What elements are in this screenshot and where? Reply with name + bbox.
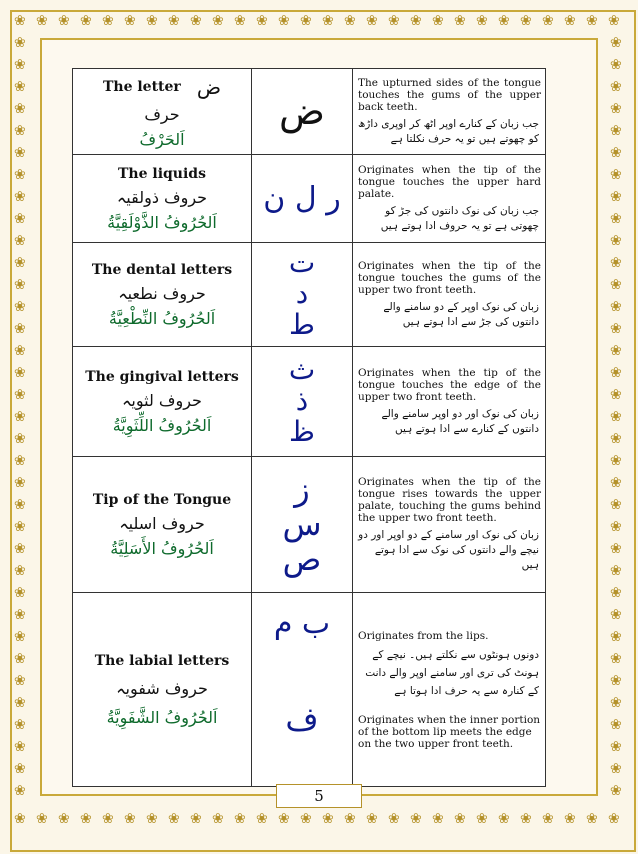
floral-motif-icon: ❀ xyxy=(610,321,622,337)
floral-motif-icon: ❀ xyxy=(410,13,422,29)
letter-1: ث xyxy=(288,353,316,387)
english-name: The letter xyxy=(102,78,181,95)
floral-motif-icon: ❀ xyxy=(610,145,622,161)
floral-motif-icon: ❀ xyxy=(14,57,26,73)
letter-3: ط xyxy=(289,307,315,341)
description-urdu: جب زبان کے کنارے اوپر اٹھ کر اوپری داڑھ کو چھوتے ہیں تو یہ حرف نکلتا ہے xyxy=(357,117,539,145)
floral-motif-icon: ❀ xyxy=(610,519,622,535)
urdu-name: حروف اسلیہ xyxy=(119,513,205,533)
name-cell xyxy=(73,593,252,787)
floral-motif-icon: ❀ xyxy=(14,365,26,381)
letter-cell xyxy=(252,69,353,155)
floral-motif-icon: ❀ xyxy=(610,629,622,645)
floral-motif-icon: ❀ xyxy=(610,739,622,755)
table-row xyxy=(73,593,546,787)
small-letter: ض xyxy=(196,74,221,99)
english-name: The gingival letters xyxy=(85,368,239,385)
floral-motif-icon: ❀ xyxy=(610,717,622,733)
floral-motif-icon: ❀ xyxy=(14,563,26,579)
floral-motif-icon: ❀ xyxy=(124,811,136,827)
letter-cell xyxy=(252,155,353,243)
floral-motif-icon: ❀ xyxy=(610,365,622,381)
arabic-name: اَلحُرُوفُ النِّطْعِيَّةُ xyxy=(108,308,216,328)
urdu-name: حروف لثویہ xyxy=(122,390,202,410)
floral-motif-icon: ❀ xyxy=(80,13,92,29)
floral-motif-icon: ❀ xyxy=(168,811,180,827)
description-urdu: زبان کی نوک اوپر کے دو سامنے والے دانتوں کی جڑ سے ادا ہوتے ہیں xyxy=(383,300,539,328)
floral-motif-icon: ❀ xyxy=(610,453,622,469)
name-cell xyxy=(73,243,252,347)
floral-motif-icon: ❀ xyxy=(432,13,444,29)
urdu-name: حرف xyxy=(144,104,180,124)
name-cell xyxy=(73,155,252,243)
floral-motif-icon: ❀ xyxy=(256,811,268,827)
floral-motif-icon: ❀ xyxy=(14,761,26,777)
description-urdu: دونوں ہونٹوں سے نکلتے ہیں۔ نیچے کے ہونٹ کی تری اور سامنے اوپر والے دانت کے کنارہ سے یہ حرف ادا ہوتا ہے xyxy=(365,649,539,697)
floral-motif-icon: ❀ xyxy=(14,695,26,711)
floral-motif-icon: ❀ xyxy=(542,811,554,827)
floral-motif-icon: ❀ xyxy=(344,811,356,827)
description-cell xyxy=(353,155,546,243)
name-cell xyxy=(73,347,252,457)
floral-motif-icon: ❀ xyxy=(586,13,598,29)
floral-motif-icon: ❀ xyxy=(610,79,622,95)
urdu-name: حروف ذولقیہ xyxy=(116,187,208,207)
floral-motif-icon: ❀ xyxy=(234,811,246,827)
floral-motif-icon: ❀ xyxy=(322,13,334,29)
floral-motif-icon: ❀ xyxy=(610,761,622,777)
floral-motif-icon: ❀ xyxy=(610,585,622,601)
floral-motif-icon: ❀ xyxy=(608,811,620,827)
floral-motif-icon: ❀ xyxy=(610,123,622,139)
letters: ر ل ن xyxy=(263,181,341,216)
letter-bottom: ف xyxy=(285,700,319,738)
floral-motif-icon: ❀ xyxy=(610,563,622,579)
floral-motif-icon: ❀ xyxy=(586,811,598,827)
floral-motif-icon: ❀ xyxy=(190,13,202,29)
description-cell xyxy=(353,593,546,787)
floral-motif-icon: ❀ xyxy=(300,811,312,827)
description-urdu: جب زبان کی نوک دانتوں کی جڑ کو چھوتی ہے تو یہ حروف ادا ہوتے ہیں xyxy=(380,204,539,232)
floral-motif-icon: ❀ xyxy=(610,695,622,711)
floral-motif-icon: ❀ xyxy=(14,651,26,667)
urdu-name: حروف شفویہ xyxy=(116,678,208,698)
arabic-name: اَلحَرْفُ xyxy=(139,129,185,149)
floral-motif-icon: ❀ xyxy=(80,811,92,827)
floral-motif-icon: ❀ xyxy=(610,431,622,447)
floral-motif-icon: ❀ xyxy=(608,13,620,29)
letter-2: ذ xyxy=(295,384,309,418)
floral-motif-icon: ❀ xyxy=(610,651,622,667)
floral-motif-icon: ❀ xyxy=(610,409,622,425)
letters-table xyxy=(72,68,546,787)
arabic-name: اَلحُرُوفُ الذَّوْلَقِيَّةُ xyxy=(107,212,217,232)
floral-motif-icon: ❀ xyxy=(14,431,26,447)
letter-3: ظ xyxy=(289,414,315,448)
floral-motif-icon: ❀ xyxy=(322,811,334,827)
floral-motif-icon: ❀ xyxy=(278,13,290,29)
arabic-name: اَلحُرُوفُ الشَّفَوِيَّةُ xyxy=(106,707,218,727)
floral-motif-icon: ❀ xyxy=(14,343,26,359)
letter-cell xyxy=(252,347,353,457)
description-urdu: زبان کی نوک اور سامنے کے دو اوپر اور دو نیچے والے دانتوں کی نوک سے ادا ہوتے ہیں xyxy=(358,529,539,571)
floral-motif-icon: ❀ xyxy=(410,811,422,827)
letters-top: ب م xyxy=(273,606,331,641)
floral-motif-icon: ❀ xyxy=(36,811,48,827)
floral-motif-icon: ❀ xyxy=(610,101,622,117)
description-cell xyxy=(353,243,546,347)
floral-motif-icon: ❀ xyxy=(146,811,158,827)
english-name: The labial letters xyxy=(94,652,230,669)
letter-cell xyxy=(252,243,353,347)
floral-motif-icon: ❀ xyxy=(388,811,400,827)
floral-motif-icon: ❀ xyxy=(454,811,466,827)
page-number: 5 xyxy=(276,784,362,808)
english-name: Tip of the Tongue xyxy=(92,491,232,508)
floral-motif-icon: ❀ xyxy=(212,13,224,29)
description-cell xyxy=(353,457,546,593)
floral-motif-icon: ❀ xyxy=(14,585,26,601)
floral-motif-icon: ❀ xyxy=(454,13,466,29)
floral-motif-icon: ❀ xyxy=(388,13,400,29)
english-name: The liquids xyxy=(118,165,206,182)
floral-motif-icon: ❀ xyxy=(432,811,444,827)
floral-motif-icon: ❀ xyxy=(102,811,114,827)
floral-motif-icon: ❀ xyxy=(476,811,488,827)
arabic-name: اَلحُرُوفُ اللِّثَوِيَّةُ xyxy=(112,415,212,435)
letter-2: د xyxy=(295,277,309,311)
floral-motif-icon: ❀ xyxy=(146,13,158,29)
description-english: Originates when the tip of the tongue touches the edge of the upper two front teeth. xyxy=(358,366,541,403)
floral-motif-icon: ❀ xyxy=(520,13,532,29)
floral-motif-icon: ❀ xyxy=(610,673,622,689)
description-urdu: زبان کی نوک اور دو اوپر سامنے والے دانتوں کے کنارے سے ادا ہوتے ہیں xyxy=(381,407,539,435)
floral-motif-icon: ❀ xyxy=(14,299,26,315)
floral-motif-icon: ❀ xyxy=(212,811,224,827)
floral-motif-icon: ❀ xyxy=(256,13,268,29)
floral-motif-icon: ❀ xyxy=(564,811,576,827)
table-row xyxy=(73,347,546,457)
floral-motif-icon: ❀ xyxy=(168,13,180,29)
floral-motif-icon: ❀ xyxy=(610,541,622,557)
floral-motif-icon: ❀ xyxy=(498,13,510,29)
floral-motif-icon: ❀ xyxy=(542,13,554,29)
description-english: Originates when the tip of the tongue rises towards the upper palate, touching the gums behind the upper two front teeth. xyxy=(358,476,541,524)
floral-motif-icon: ❀ xyxy=(366,811,378,827)
floral-motif-icon: ❀ xyxy=(520,811,532,827)
floral-motif-icon: ❀ xyxy=(610,233,622,249)
floral-motif-icon: ❀ xyxy=(14,35,26,51)
floral-motif-icon: ❀ xyxy=(36,13,48,29)
floral-motif-icon: ❀ xyxy=(14,519,26,535)
floral-motif-icon: ❀ xyxy=(278,811,290,827)
name-cell xyxy=(73,69,252,155)
floral-motif-icon: ❀ xyxy=(610,211,622,227)
floral-motif-icon: ❀ xyxy=(564,13,576,29)
floral-motif-icon: ❀ xyxy=(14,475,26,491)
floral-motif-icon: ❀ xyxy=(14,739,26,755)
floral-motif-icon: ❀ xyxy=(14,13,26,29)
floral-motif-icon: ❀ xyxy=(610,497,622,513)
description-english: Originates from the lips. xyxy=(358,630,489,642)
floral-motif-icon: ❀ xyxy=(14,607,26,623)
description-english: The upturned sides of the tongue touches the gums of the upper back teeth. xyxy=(358,76,541,113)
letter-cell xyxy=(252,593,353,787)
floral-motif-icon: ❀ xyxy=(610,277,622,293)
floral-motif-icon: ❀ xyxy=(14,145,26,161)
floral-motif-icon: ❀ xyxy=(610,387,622,403)
floral-motif-icon: ❀ xyxy=(610,783,622,799)
floral-motif-icon: ❀ xyxy=(300,13,312,29)
floral-motif-icon: ❀ xyxy=(366,13,378,29)
floral-motif-icon: ❀ xyxy=(610,607,622,623)
floral-motif-icon: ❀ xyxy=(14,783,26,799)
floral-motif-icon: ❀ xyxy=(58,13,70,29)
letter-cell xyxy=(252,457,353,593)
floral-motif-icon: ❀ xyxy=(14,387,26,403)
letter-1: ز xyxy=(294,469,310,508)
floral-motif-icon: ❀ xyxy=(14,101,26,117)
floral-motif-icon: ❀ xyxy=(14,673,26,689)
table-row xyxy=(73,243,546,347)
urdu-name: حروف نطعیہ xyxy=(118,283,206,303)
description-english: Originates when the tip of the tongue touches the gums of the upper two front teeth. xyxy=(358,259,541,296)
floral-motif-icon: ❀ xyxy=(14,541,26,557)
floral-motif-icon: ❀ xyxy=(14,189,26,205)
floral-motif-icon: ❀ xyxy=(498,811,510,827)
description-cell xyxy=(353,347,546,457)
letter-2: س xyxy=(282,504,322,543)
arabic-name: اَلحُرُوفُ الأَسَلِيَّةُ xyxy=(110,538,214,558)
floral-motif-icon: ❀ xyxy=(14,497,26,513)
letters: ض xyxy=(279,88,325,133)
floral-motif-icon: ❀ xyxy=(14,255,26,271)
floral-motif-icon: ❀ xyxy=(610,255,622,271)
floral-motif-icon: ❀ xyxy=(610,299,622,315)
floral-motif-icon: ❀ xyxy=(476,13,488,29)
description-english: Originates when the tip of the tongue touches the upper hard palate. xyxy=(358,163,541,200)
floral-motif-icon: ❀ xyxy=(14,811,26,827)
floral-motif-icon: ❀ xyxy=(124,13,136,29)
description-cell xyxy=(353,69,546,155)
floral-motif-icon: ❀ xyxy=(58,811,70,827)
floral-motif-icon: ❀ xyxy=(14,321,26,337)
floral-motif-icon: ❀ xyxy=(610,475,622,491)
floral-motif-icon: ❀ xyxy=(190,811,202,827)
floral-motif-icon: ❀ xyxy=(14,123,26,139)
floral-motif-icon: ❀ xyxy=(14,79,26,95)
floral-motif-icon: ❀ xyxy=(14,167,26,183)
floral-motif-icon: ❀ xyxy=(610,343,622,359)
table-row xyxy=(73,457,546,593)
floral-motif-icon: ❀ xyxy=(14,453,26,469)
floral-motif-icon: ❀ xyxy=(14,277,26,293)
floral-motif-icon: ❀ xyxy=(344,13,356,29)
floral-motif-icon: ❀ xyxy=(610,167,622,183)
name-cell xyxy=(73,457,252,593)
floral-motif-icon: ❀ xyxy=(610,35,622,51)
letter-1: ت xyxy=(288,246,316,280)
floral-motif-icon: ❀ xyxy=(610,57,622,73)
floral-motif-icon: ❀ xyxy=(14,409,26,425)
floral-motif-icon: ❀ xyxy=(14,233,26,249)
floral-motif-icon: ❀ xyxy=(102,13,114,29)
floral-motif-icon: ❀ xyxy=(14,211,26,227)
description-english-2: Originates when the inner portion of the bottom lip meets the edge on the two upper front teeth. xyxy=(358,714,541,750)
floral-motif-icon: ❀ xyxy=(234,13,246,29)
english-name: The dental letters xyxy=(91,261,233,278)
letter-3: ص xyxy=(282,540,322,579)
floral-motif-icon: ❀ xyxy=(610,189,622,205)
table-row xyxy=(73,155,546,243)
floral-motif-icon: ❀ xyxy=(14,717,26,733)
table-row xyxy=(73,69,546,155)
floral-motif-icon: ❀ xyxy=(14,629,26,645)
